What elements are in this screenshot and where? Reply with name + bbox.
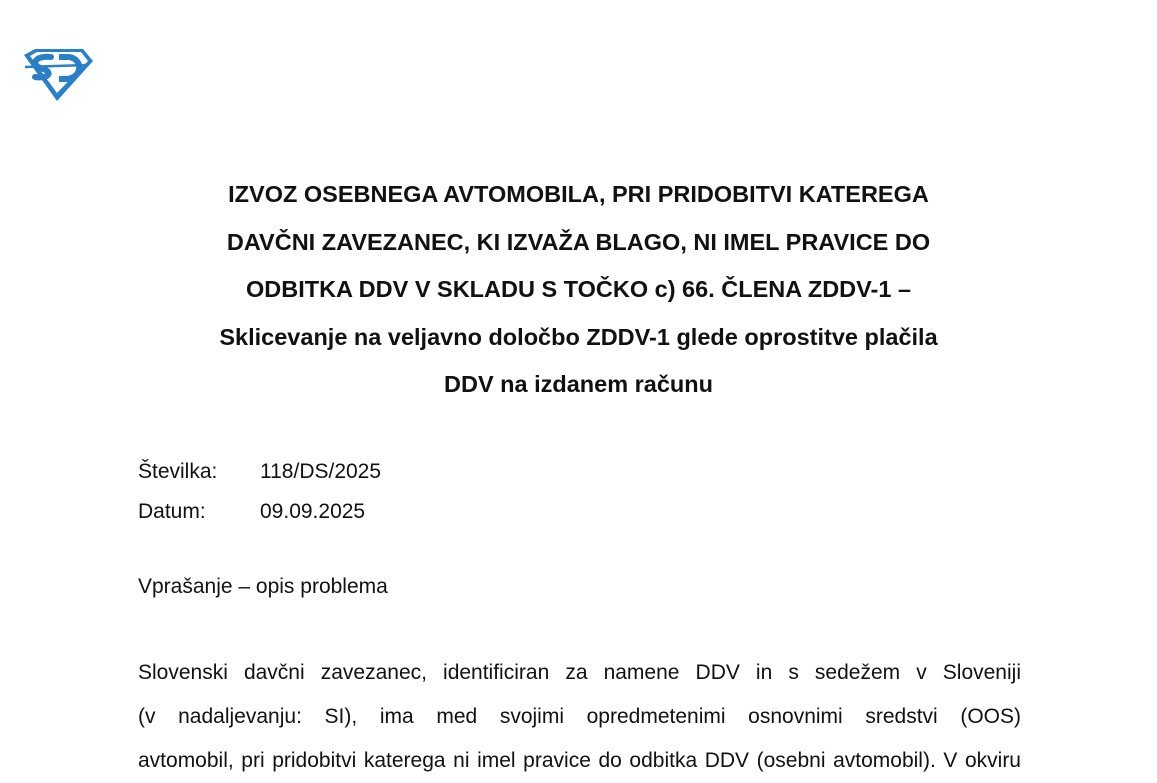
date-label: Datum: <box>138 500 206 523</box>
title-line: IZVOZ OSEBNEGA AVTOMOBILA, PRI PRIDOBITVI KATEREGA <box>228 181 929 207</box>
title-line: DDV na izdanem računu <box>444 371 713 397</box>
date-value: 09.09.2025 <box>260 500 366 523</box>
number-row <box>138 452 381 492</box>
body-paragraph <box>138 651 1021 783</box>
paragraph-line: avtomobil, pri pridobitvi katerega ni imel pravice do odbitka DDV (osebni avtomobil). V okviru <box>138 749 1021 772</box>
tax-administration-logo-icon <box>21 47 95 103</box>
document-meta <box>138 452 381 532</box>
number-label: Številka: <box>138 460 218 483</box>
date-row <box>138 492 381 532</box>
section-heading: Vprašanje – opis problema <box>138 575 388 598</box>
logo <box>21 47 95 103</box>
paragraph-line: (v nadaljevanju: SI), ima med svojimi opredmetenimi osnovnimi sredstvi (OOS) <box>138 705 1021 728</box>
paragraph-line: Slovenski davčni zavezanec, identificiran za namene DDV in s sedežem v Sloveniji <box>138 661 1021 684</box>
title-line: Sklicevanje na veljavno določbo ZDDV-1 glede oprostitve plačila <box>219 323 938 350</box>
document-title <box>120 171 1037 409</box>
number-value: 118/DS/2025 <box>260 460 382 483</box>
title-line: DAVČNI ZAVEZANEC, KI IZVAŽA BLAGO, NI IMEL PRAVICE DO <box>226 228 931 255</box>
title-line: ODBITKA DDV V SKLADU S TOČKO c) 66. ČLENA ZDDV-1 – <box>245 276 912 302</box>
